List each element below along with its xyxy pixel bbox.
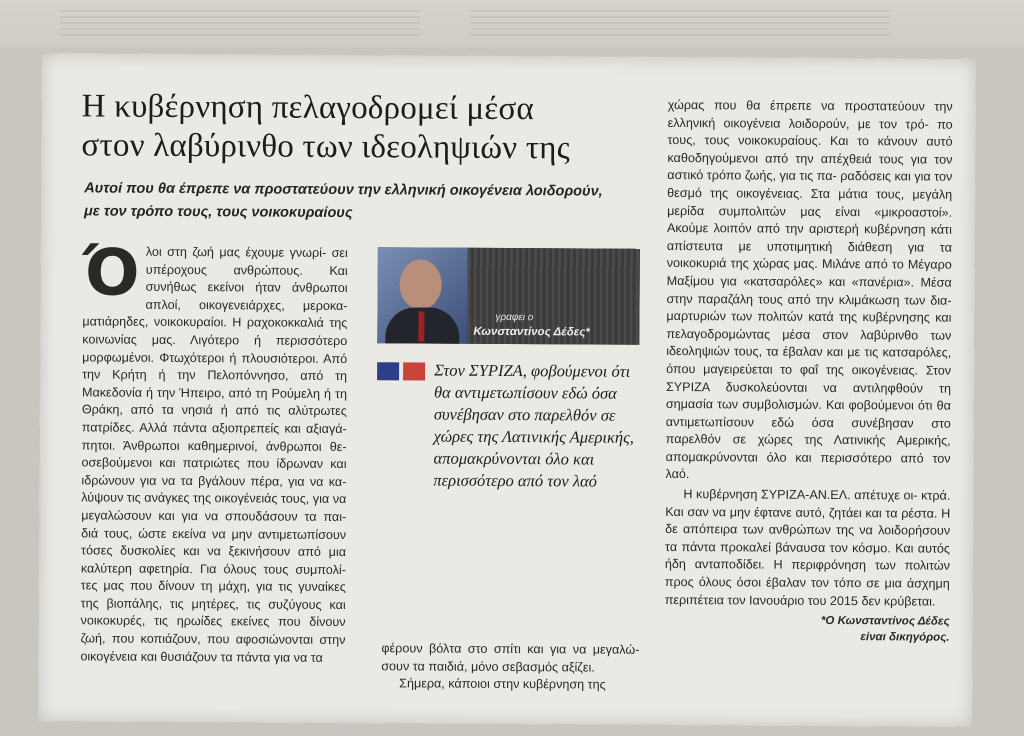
subtitle-line-1: Αυτοί που θα έπρεπε να προστατεύουν την ελληνική οικογένεια λοιδορούν,: [84, 180, 603, 200]
author-tie-shape: [418, 311, 424, 341]
pull-quote: Στον ΣΥΡΙΖΑ, φοβούμενοι ότι θα αντιμετωπίσουν εδώ όσα συνέβησαν στο παρελθόν σε χώρες της Λατινικής Αμερικής, απομακρύνονται όλο και περισσότερο από τον λαό: [433, 360, 635, 491]
headline-line-2: στον λαβύρινθο των ιδεοληψιών της: [81, 127, 571, 167]
article-subtitle: [84, 177, 644, 226]
subtitle-line-2: με τον τρόπο τους, τους νοικοκυραίους: [84, 203, 353, 222]
red-square-icon: [403, 362, 425, 380]
footnote-line-1: *Ο Κωνσταντίνος Δέδες: [820, 614, 950, 628]
author-label: γραφει ο: [495, 311, 534, 324]
author-face-shape: [399, 259, 441, 309]
headline-line-1: Η κυβέρνηση πελαγοδρομεί μέσα: [81, 88, 534, 128]
blue-square-icon: [377, 362, 399, 380]
article-column-2: [381, 640, 639, 694]
newspaper-page: [38, 53, 976, 727]
article-headline: [81, 87, 601, 168]
column-3-paragraph-2: Η κυβέρνηση ΣΥΡΙΖΑ-ΑΝ.ΕΛ. απέτυχε οι- κτρά. Και σαν να μην έφτανε αυτό, ζητάει και τα ρέστα. Η δε απόπειρα των ανθρώπων της να λοιδορήσουν τα πάντα προκαλεί βάναυσα τον κόσμο. Και αυτός ήδη ανταποδίδει. Η περιφρόνηση των πολιτών προς όλους όσοι έβαλαν τον τόπο σε μια άσχημη περιπέτεια τον Ιανουάριο του 2015 δεν κρύβεται.: [664, 487, 951, 609]
adjacent-text-fragment: [470, 6, 890, 36]
column-3-paragraph-1: χώρας που θα έπρεπε να προστατεύουν την ελληνική οικογένεια λοιδορούν, με τον τρό- πο τους, τους νοικοκυραίους. Και το κάνουν αυτό καθοδηγούμενοι από την απέχθειά τους για τον αστικό τρόπο ζωής, για τις πα- ραδόσεις και για τον θεσμό της οικογένειας. Στα μάτια τους, μεγάλη μερίδα συμπολιτών μας είναι «μικροαστοί». Ακούμε λοιπόν από την αριστερή κυβέρνηση κάτι απίστευτα με υποτιμητική διάθεση για τα νοικοκυριά της χώρας μας. Μιλάνε από το Μέγαρο Μαξίμου για «κατσαρόλες» και «πανέρια». Μέσα στην παραζάλη τους από την κλιμάκωση των δια- μαρτυριών των πολιτών κατά της κυβέρνησης και πελαγοδρομώντας μέσα στον λαβύρινθο των ιδεοληψιών τους, τα έβαλαν και με τις κατσαρόλες, όπου μαγειρεύεται το φαΐ της οικογένειας. Στον ΣΥΡΙΖΑ δυσκολεύονται να αντιληφθούν τη σημασία των συμβολισμών. Και φοβούμενοι ότι θα αντιμετωπίσουν εδώ όσα συνέβησαν στο παρελθόν σε χώρες της Λατινικής Αμερικής, απομακρύνονται όλο και περισσότερο από τον λαό.: [665, 97, 953, 482]
author-photo: [377, 247, 468, 344]
column-2-paragraph-2: Σήμερα, κάποιοι στην κυβέρνηση της: [399, 676, 606, 692]
author-box: [377, 247, 640, 345]
author-footnote: [783, 613, 949, 646]
column-2-paragraph-1: φέρουν βόλτα στο σπίτι και για να μεγαλώ- σουν τα παιδιά, μόνο σεβασμός αξίζει.: [381, 641, 640, 675]
drop-cap: Ό: [82, 236, 140, 311]
column-1-text: λοι στη ζωή μας έχουμε γνωρί- σει υπέροχους ανθρώπους. Και συνήθως εκείνοι ήταν άνθρωποι απλοί, οικογενειάρχες, μεροκα- ματιάρηδες, νοικοκυραίοι. Η ραχοκοκκαλιά της κοινωνίας μας. Λιγότερο ή περισσότερο μορφωμένοι. Φτωχότεροι ή πλουσιότεροι. Από την Κρήτη ή την Πελοπόννησο, από τη Μακεδονία ή την Ήπειρο, από τη Ρούμελη ή τη Θράκη, από τα νησιά ή από τις αλύτρωτες πατρίδες. Αλλά πάντα αξιοπρεπείς και αξιαγά- πητοι. Άνθρωποι καθημερινοί, άνθρωποι θε- οσεβούμενοι και πατριώτες που ίδρωναν και ιδρώνουν για να τα βγάλουν πέρα, για να κα- λύψουν τις ανάγκες της οικογένειάς τους, για να μεγαλώσουν και για να σπουδάσουν τα παι- διά τους, ώστε εκείνα να μην αντιμετωπίσουν τόσες δυσκολίες και να ξεκινήσουν από μια καλύτερη αφετηρία. Για όλους τους συμπολί- τες μας που δίνουν τη μάχη, για τις γυναίκες της βιοπάλης, τις μητέρες, τις συζύγους και νοικοκυρές, τις ηρωίδες εκείνες που δίνουν ζωή, που κοπιάζουν, που αφοσιώνονται στην οικογένεια και θυσιάζουν τα πάντα για να τα: [80, 244, 348, 665]
footnote-line-2: είναι δικηγόρος.: [860, 631, 950, 644]
adjacent-page-strip: [0, 0, 1024, 48]
article-column-3: [665, 97, 953, 611]
quote-marker: [377, 362, 429, 385]
adjacent-text-fragment: [60, 6, 420, 36]
article-column-1: [80, 236, 348, 667]
author-name: Κωνσταντίνος Δέδες*: [473, 325, 590, 339]
